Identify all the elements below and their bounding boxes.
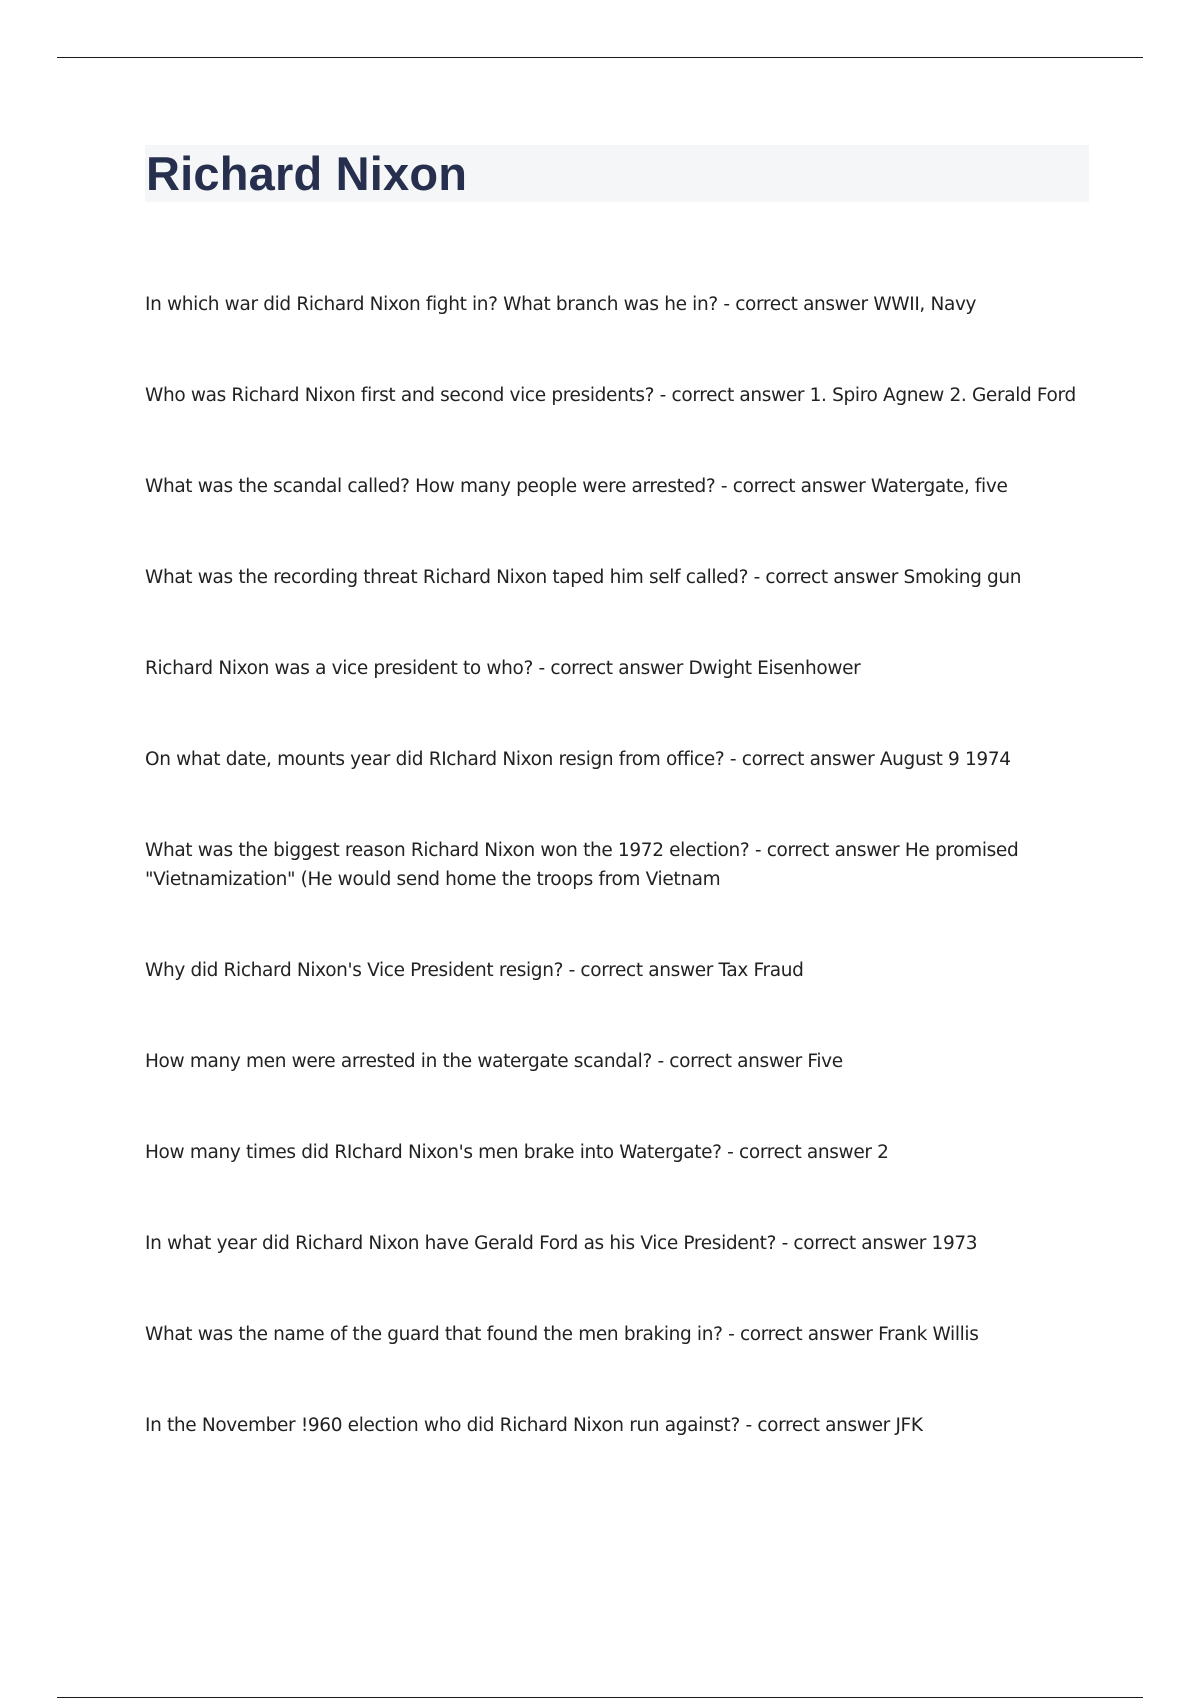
- qa-item: [145, 745, 1085, 774]
- qa-item: [145, 1411, 1085, 1440]
- answer-separator: - correct answer: [776, 1233, 932, 1254]
- qa-item: [145, 654, 1085, 683]
- qa-item: [145, 1320, 1085, 1349]
- qa-item: [145, 472, 1085, 501]
- answer-separator: - correct answer: [722, 1324, 879, 1345]
- qa-item: [145, 1047, 1085, 1076]
- answer-text: Five: [807, 1051, 843, 1072]
- answer-text: WWII, Navy: [873, 294, 977, 315]
- answer-text: 1. Spiro Agnew 2. Gerald Ford: [809, 385, 1076, 406]
- question-text: In which war did Richard Nixon fight in? What branch was he in?: [145, 294, 718, 315]
- qa-item: [145, 563, 1085, 592]
- answer-text: 2: [877, 1142, 889, 1163]
- answer-text: He promised "Vietnamization" (He would send home the troops from Vietnam: [145, 840, 1019, 890]
- answer-separator: - correct answer: [715, 476, 871, 497]
- answer-separator: - correct answer: [651, 1051, 808, 1072]
- answer-separator: - correct answer: [724, 749, 880, 770]
- title-band: [145, 145, 1089, 202]
- question-text: On what date, mounts year did RIchard Nixon resign from office?: [145, 749, 725, 770]
- answer-separator: - correct answer: [721, 1142, 878, 1163]
- answer-text: Dwight Eisenhower: [688, 658, 861, 679]
- answer-text: 1973: [931, 1233, 978, 1254]
- qa-item: [145, 1229, 1085, 1258]
- question-text: What was the scandal called? How many people were arrested?: [145, 476, 716, 497]
- bottom-rule: [57, 1697, 1143, 1698]
- answer-separator: - correct answer: [654, 385, 810, 406]
- page-title: Richard Nixon: [146, 147, 468, 200]
- qa-item: [145, 381, 1085, 410]
- qa-item: [145, 290, 1085, 319]
- question-text: How many times did RIchard Nixon's men brake into Watergate?: [145, 1142, 722, 1163]
- question-text: What was the biggest reason Richard Nixon won the 1972 election?: [145, 840, 750, 861]
- answer-text: Tax Fraud: [718, 960, 804, 981]
- qa-item: [145, 1138, 1085, 1167]
- question-text: What was the name of the guard that found the men braking in?: [145, 1324, 723, 1345]
- qa-item: [145, 956, 1085, 985]
- question-text: Why did Richard Nixon's Vice President resign?: [145, 960, 564, 981]
- answer-separator: - correct answer: [563, 960, 719, 981]
- question-text: Richard Nixon was a vice president to who?: [145, 658, 533, 679]
- answer-separator: - correct answer: [749, 840, 905, 861]
- question-text: Who was Richard Nixon first and second vice presidents?: [145, 385, 655, 406]
- top-rule: [57, 57, 1143, 58]
- question-text: What was the recording threat Richard Nixon taped him self called?: [145, 567, 749, 588]
- answer-separator: - correct answer: [717, 294, 874, 315]
- qa-item: [145, 836, 1085, 894]
- question-text: In the November !960 election who did Richard Nixon run against?: [145, 1415, 740, 1436]
- answer-text: August 9 1974: [879, 749, 1011, 770]
- answer-text: Frank Willis: [878, 1324, 979, 1345]
- answer-text: Smoking gun: [903, 567, 1022, 588]
- answer-separator: - correct answer: [739, 1415, 896, 1436]
- answer-separator: - correct answer: [748, 567, 904, 588]
- question-text: How many men were arrested in the watergate scandal?: [145, 1051, 652, 1072]
- answer-separator: - correct answer: [532, 658, 689, 679]
- question-text: In what year did Richard Nixon have Gerald Ford as his Vice President?: [145, 1233, 777, 1254]
- qa-list: [145, 290, 1085, 1502]
- answer-text: Watergate, five: [870, 476, 1008, 497]
- answer-text: JFK: [895, 1415, 923, 1436]
